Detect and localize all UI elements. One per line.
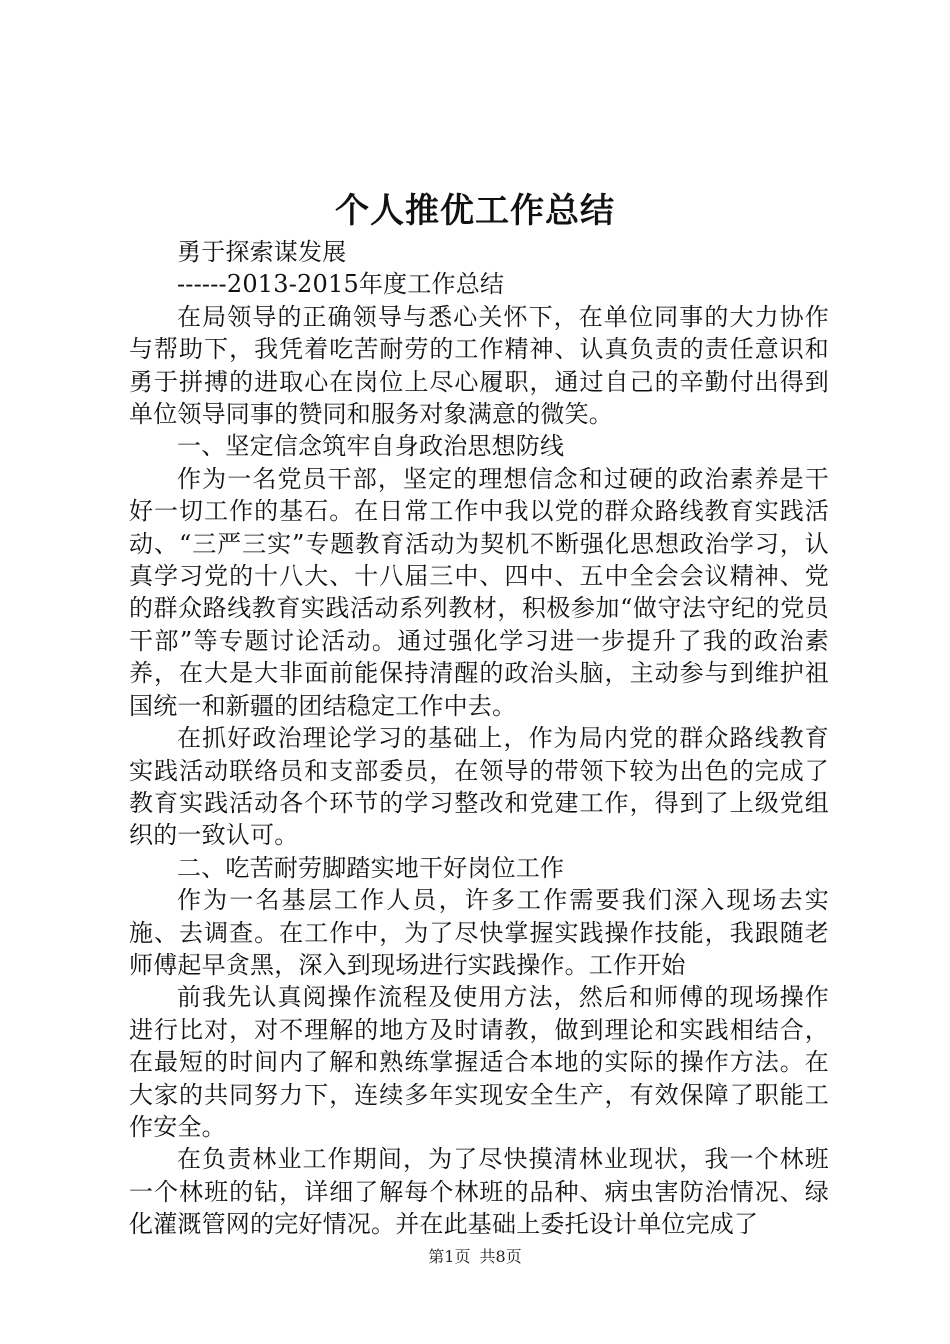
subtitle: 勇于探索谋发展	[177, 238, 347, 266]
paragraph: 在局领导的正确领导与悉心关怀下，在单位同事的大力协作与帮助下，我凭着吃苦耐劳的工作精神、认真负责的责任意识和勇于拼搏的进取心在岗位上尽心履职，通过自己的辛勤付出得到单位领导同事的赞同和服务对象满意的微笑。	[129, 302, 829, 429]
document-body	[129, 236, 829, 1241]
section-heading: 一、坚定信念筑牢自身政治思想防线	[177, 432, 565, 461]
subtitle-period: ------2013-2015年度工作总结	[177, 270, 505, 299]
paragraph: 在抓好政治理论学习的基础上，作为局内党的群众路线教育实践活动联络员和支部委员，在领导的带领下较为出色的完成了教育实践活动各个环节的学习整改和党建工作，得到了上级党组织的一致认可。	[129, 724, 829, 850]
document-title: 个人推优工作总结	[335, 191, 615, 231]
paragraph: 在负责林业工作期间，为了尽快摸清林业现状，我一个林班一个林班的钻，详细了解每个林班的品种、病虫害防治情况、绿化灌溉管网的完好情况。并在此基础上委托设计单位完成了	[129, 1145, 829, 1239]
page-total: 共8页	[479, 1247, 522, 1266]
paragraph: 作为一名党员干部，坚定的理想信念和过硬的政治素养是干好一切工作的基石。在日常工作中我以党的群众路线教育实践活动、“三严三实”专题教育活动为契机不断强化思想政治学习，认真学习党的十八大、十八届三中、四中、五中全会会议精神、党的群众路线教育实践活动系列教材，积极参加“做守法守纪的党员干部”等专题讨论活动。通过强化学习进一步提升了我的政治素养，在大是大非面前能保持清醒的政治头脑，主动参与到维护祖国统一和新疆的团结稳定工作中去。	[129, 464, 829, 720]
section-heading: 二、吃苦耐劳脚踏实地干好岗位工作	[177, 853, 565, 882]
paragraph: 作为一名基层工作人员，许多工作需要我们深入现场去实施、去调查。在工作中，为了尽快掌握实践操作技能，我跟随老师傅起早贪黑，深入到现场进行实践操作。工作开始	[129, 886, 829, 979]
page-footer	[0, 1244, 950, 1267]
page-number: 第1页	[428, 1247, 471, 1266]
paragraph: 前我先认真阅操作流程及使用方法，然后和师傅的现场操作进行比对，对不理解的地方及时请教，做到理论和实践相结合，在最短的时间内了解和熟练掌握适合本地的实际的操作方法。在大家的共同努力下，连续多年实现安全生产，有效保障了职能工作安全。	[129, 983, 829, 1141]
